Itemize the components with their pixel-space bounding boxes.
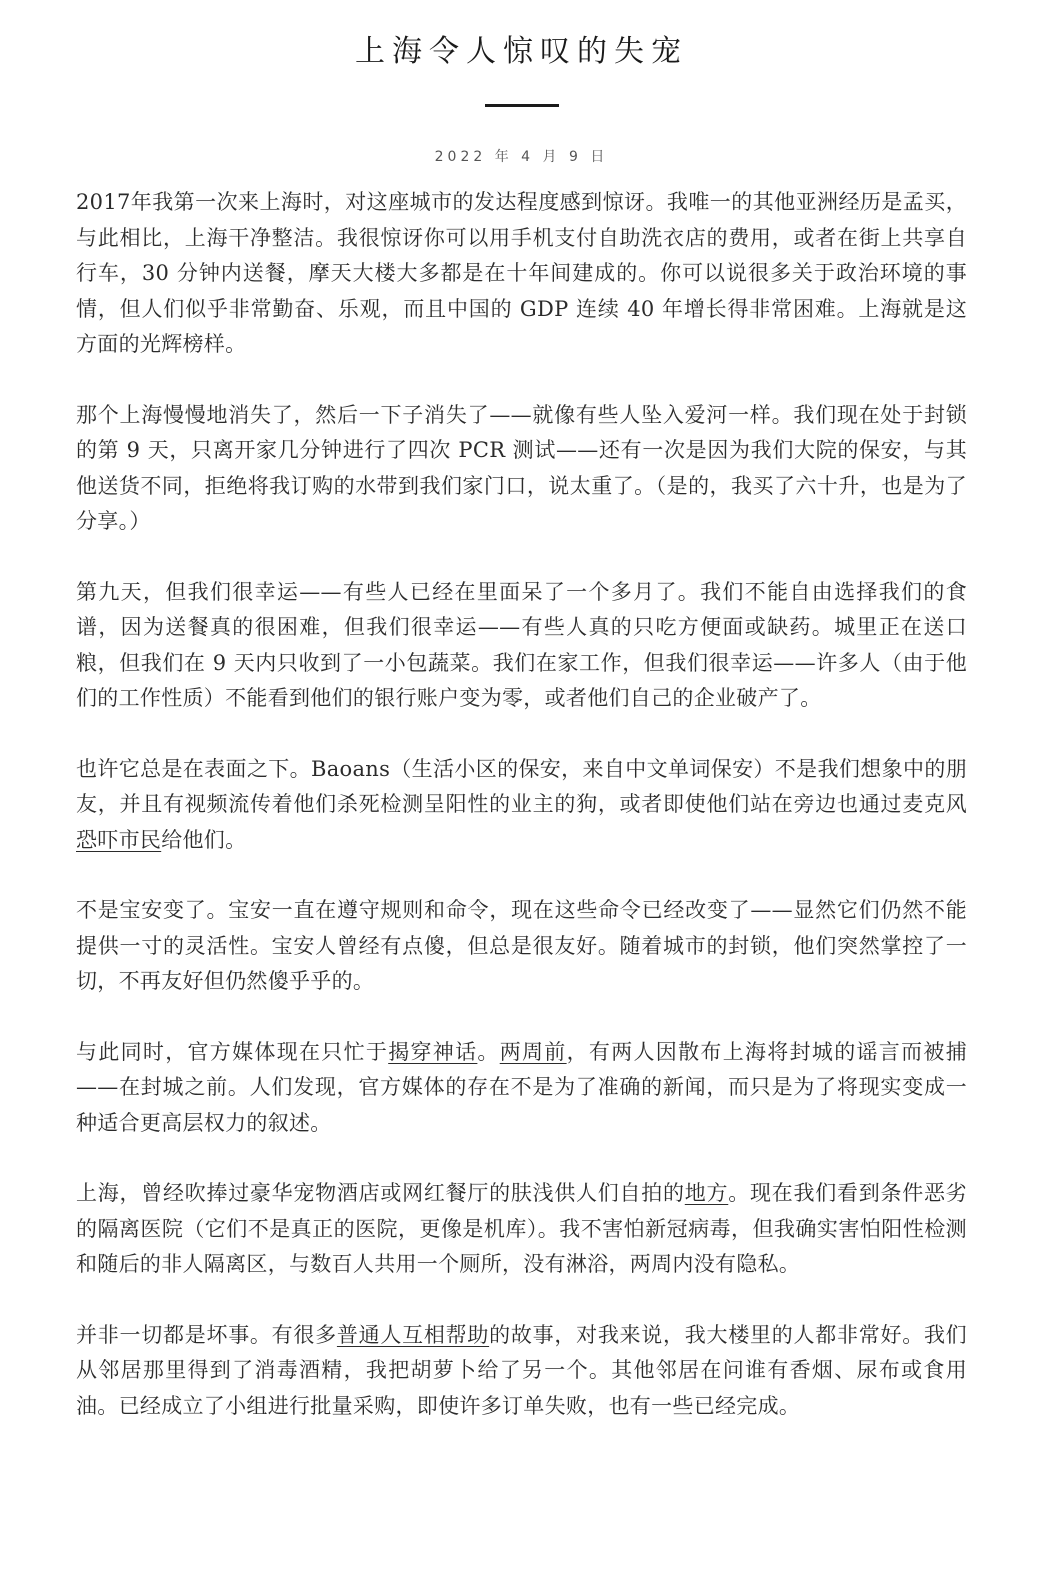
paragraph-text: 那个上海慢慢地消失了，然后一下子消失了——就像有些人坠入爱河一样。我们现在处于封锁的第 9 天，只离开家几分钟进行了四次 PCR 测试——还有一次是因为我们大院的保安，与其他送货不同，拒绝将我订购的水带到我们家门口，说太重了。（是的，我买了六十升，也是为了分享。） (76, 402, 967, 533)
paragraph-2 (76, 398, 967, 540)
paragraph-text: 第九天，但我们很幸运——有些人已经在里面呆了一个多月了。我们不能自由选择我们的食谱，因为送餐真的很困难，但我们很幸运——有些人真的只吃方便面或缺药。城里正在送口粮，但我们在 9 天内只收到了一小包蔬菜。我们在家工作，但我们很幸运——许多人（由于他们的工作性质）不能看到他们的银行账户变为零，或者他们自己的企业破产了。 (76, 579, 967, 710)
paragraph-8 (76, 1318, 967, 1425)
paragraph-5 (76, 893, 967, 1000)
paragraph-text: 上海，曾经吹捧过豪华宠物酒店或网红餐厅的肤浅供人们自拍的 (76, 1181, 685, 1205)
paragraph-7 (76, 1176, 967, 1283)
link-intimidate-citizens[interactable]: 恐吓市民 (76, 827, 162, 852)
link-people-helping-each-other[interactable]: 普通人互相帮助 (336, 1322, 490, 1347)
link-debunk-myths[interactable]: 揭穿神话 (388, 1039, 478, 1064)
paragraph-text: 。 (477, 1039, 500, 1064)
paragraph-text: 不是宝安变了。宝安一直在遵守规则和命令，现在这些命令已经改变了——显然它们仍然不能提供一寸的灵活性。宝安人曾经有点傻，但总是很友好。随着城市的封锁，他们突然掌控了一切，不再友好但仍然傻乎乎的。 (76, 898, 967, 993)
link-places[interactable]: 地方 (684, 1181, 729, 1205)
paragraph-text: 的故事，对我来说，我大楼里的人都非常好。我们从邻居那里得到了消毒酒精，我把胡萝卜给了另一个。其他邻居在问谁有香烟、尿布或食用油。已经成立了小组进行批量采购，即使许多订单失败，也有一些已经完成。 (76, 1322, 967, 1418)
paragraph-text: 2017年我第一次来上海时，对这座城市的发达程度感到惊讶。我唯一的其他亚洲经历是孟买，与此相比，上海干净整洁。我很惊讶你可以用手机支付自助洗衣店的费用，或者在街上共享自行车，30 分钟内送餐，摩天大楼大多都是在十年间建成的。你可以说很多关于政治环境的事情，但人们似乎非常勤奋、乐观，而且中国的 GDP 连续 40 年增长得非常困难。上海就是这方面的光辉榜样。 (76, 190, 967, 356)
article-body (76, 185, 967, 1424)
paragraph-4 (76, 752, 967, 859)
publish-date: 2022 年 4 月 9 日 (434, 149, 609, 165)
paragraph-1 (76, 185, 967, 363)
paragraph-text: 并非一切都是坏事。有很多 (76, 1322, 337, 1347)
link-two-weeks-ago[interactable]: 两周前 (499, 1039, 567, 1064)
paragraph-text: 与此同时，官方媒体现在只忙于 (76, 1039, 389, 1064)
paragraph-text: 。现在我们看到条件恶劣的隔离医院（它们不是真正的医院，更像是机库）。我不害怕新冠病毒，但我确实害怕阳性检测和随后的非人隔离区，与数百人共用一个厕所，没有淋浴，两周内没有隐私。 (76, 1181, 967, 1276)
paragraph-text: 给他们。 (161, 827, 247, 852)
paragraph-text: ，有两人因散布上海将封城的谣言而被捕——在封城之前。人们发现，官方媒体的存在不是为了准确的新闻，而只是为了将现实变成一种适合更高层权力的叙述。 (76, 1039, 967, 1135)
article-title: 上海令人惊叹的失宠 (355, 34, 688, 69)
paragraph-text: 也许它总是在表面之下。Baoans（生活小区的保安，来自中文单词保安）不是我们想象中的朋友，并且有视频流传着他们杀死检测呈阳性的业主的狗，或者即使他们站在旁边也通过麦克风 (76, 756, 967, 816)
paragraph-3 (76, 575, 967, 717)
title-divider (485, 104, 559, 107)
paragraph-6 (76, 1035, 967, 1142)
